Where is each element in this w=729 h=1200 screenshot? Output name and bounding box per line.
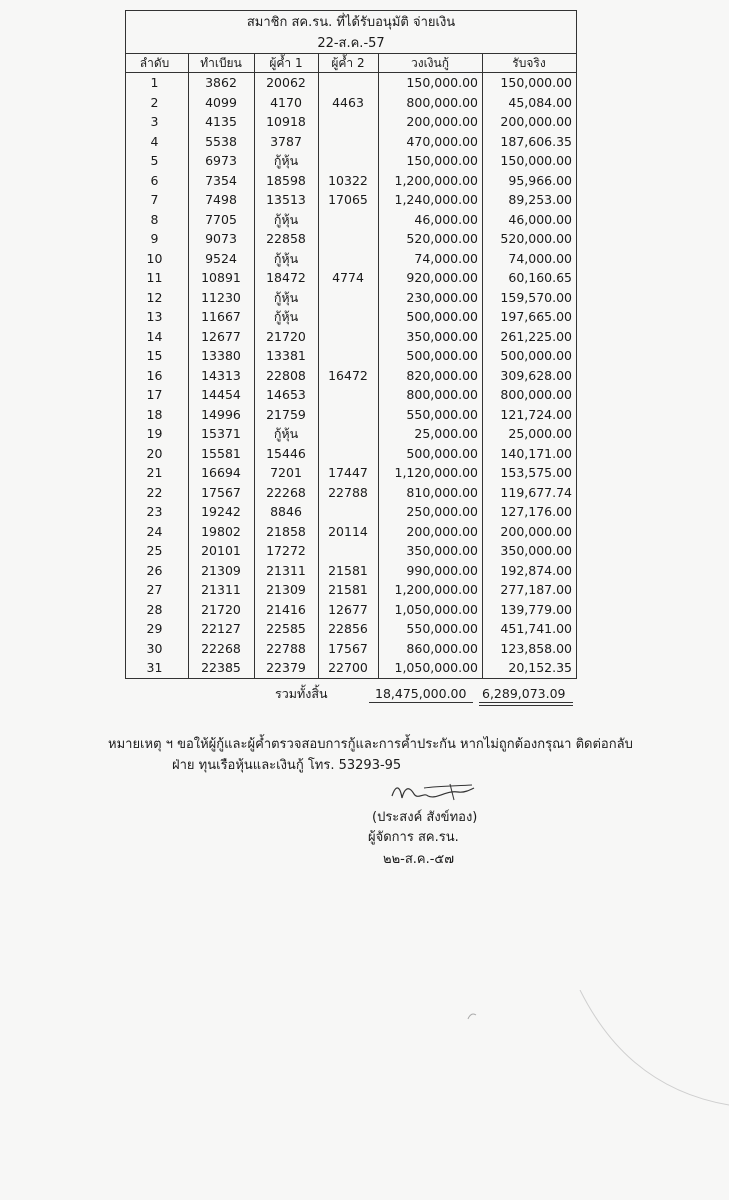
guarantor-1: 22788 xyxy=(266,640,306,656)
received-amount: 197,665.00 xyxy=(500,309,572,324)
table-row xyxy=(126,639,576,659)
member-no: 22385 xyxy=(201,660,241,675)
guarantor-1: 7201 xyxy=(270,465,302,480)
received-amount: 520,000.00 xyxy=(500,231,572,246)
row-index: 15 xyxy=(146,348,163,363)
column-divider xyxy=(254,53,255,678)
received-amount: 200,000.00 xyxy=(500,523,572,539)
total-label: รวมทั้งสิ้น xyxy=(275,686,328,701)
guarantor-1: กู้หุ้น xyxy=(273,309,299,324)
header-guarantor-2: ผู้ค้ำ 2 xyxy=(331,56,365,70)
guarantor-1: 3787 xyxy=(270,133,302,149)
received-amount: 350,000.00 xyxy=(500,543,572,558)
member-no: 11230 xyxy=(201,289,241,305)
table-title: สมาชิก สค.รน. ที่ได้รับอนุมัติ จ่ายเงิน xyxy=(246,15,456,30)
loan-amount: 520,000.00 xyxy=(406,231,478,246)
table-row xyxy=(126,249,576,269)
member-no: 4135 xyxy=(205,114,237,129)
received-amount: 187,606.35 xyxy=(500,133,572,149)
received-amount: 309,628.00 xyxy=(500,367,572,383)
guarantor-2: 16472 xyxy=(328,367,368,383)
member-no: 21309 xyxy=(201,562,241,578)
row-index: 18 xyxy=(146,406,163,422)
row-index: 28 xyxy=(146,601,163,617)
member-no: 3862 xyxy=(205,75,237,90)
guarantor-2: 21581 xyxy=(328,562,368,578)
row-index: 25 xyxy=(146,543,163,558)
guarantor-1: 17272 xyxy=(266,543,306,558)
row-index: 30 xyxy=(146,640,163,656)
table-row xyxy=(126,346,576,366)
loan-amount: 46,000.00 xyxy=(414,211,478,227)
loan-amount: 990,000.00 xyxy=(406,562,478,578)
column-divider xyxy=(188,53,189,678)
row-index: 29 xyxy=(146,621,163,636)
row-index: 26 xyxy=(146,562,163,578)
member-no: 9073 xyxy=(205,231,237,246)
table-row xyxy=(126,210,576,230)
table-row xyxy=(126,522,576,542)
guarantor-2: 4774 xyxy=(332,270,364,285)
member-no: 4099 xyxy=(205,94,237,110)
loan-amount: 500,000.00 xyxy=(406,445,478,461)
header-guarantor-1: ผู้ค้ำ 1 xyxy=(269,56,303,70)
member-no: 10891 xyxy=(201,270,241,285)
table-row xyxy=(126,268,576,288)
header-received: รับจริง xyxy=(512,56,546,70)
guarantor-2: 20114 xyxy=(328,523,368,539)
member-no: 15371 xyxy=(201,426,241,441)
table-row xyxy=(126,171,576,191)
loan-amount: 1,120,000.00 xyxy=(394,465,478,480)
member-no: 17567 xyxy=(201,484,241,500)
row-index: 17 xyxy=(146,387,163,402)
guarantor-2: 21581 xyxy=(328,582,368,597)
row-index: 16 xyxy=(146,367,163,383)
guarantor-1: 21858 xyxy=(266,523,306,539)
guarantor-1: กู้หุ้น xyxy=(273,211,299,227)
loan-amount: 810,000.00 xyxy=(406,484,478,500)
note-line-1: หมายเหตุ ฯ ขอให้ผู้กู้และผู้ค้ำตรวจสอบการกู้และการค้ำประกัน หากไม่ถูกต้องกรุณา ติดต่อกลับ xyxy=(108,737,633,752)
guarantor-1: 8846 xyxy=(270,504,302,519)
row-index: 21 xyxy=(146,465,163,480)
guarantor-1: 18598 xyxy=(266,172,306,188)
table-row xyxy=(126,288,576,308)
member-no: 9524 xyxy=(205,250,237,266)
loan-amount: 920,000.00 xyxy=(406,270,478,285)
received-amount: 140,171.00 xyxy=(500,445,572,461)
row-index: 22 xyxy=(146,484,163,500)
guarantor-1: 13381 xyxy=(266,348,306,363)
table-row xyxy=(126,483,576,503)
scan-artifact-mark xyxy=(466,1010,478,1022)
received-amount: 800,000.00 xyxy=(500,387,572,402)
loan-amount: 1,200,000.00 xyxy=(394,582,478,597)
member-no: 21720 xyxy=(201,601,241,617)
member-no: 6973 xyxy=(205,153,237,168)
member-no: 22127 xyxy=(201,621,241,636)
table-row xyxy=(126,600,576,620)
received-amount: 451,741.00 xyxy=(500,621,572,636)
received-amount: 200,000.00 xyxy=(500,114,572,129)
member-no: 14454 xyxy=(201,387,241,402)
guarantor-1: 22379 xyxy=(266,660,306,675)
guarantor-1: 22808 xyxy=(266,367,306,383)
member-no: 12677 xyxy=(201,328,241,344)
guarantor-1: 21311 xyxy=(266,562,306,578)
row-index: 24 xyxy=(146,523,163,539)
guarantor-2: 17065 xyxy=(328,192,368,207)
member-no: 11667 xyxy=(201,309,241,324)
loan-amount: 150,000.00 xyxy=(406,75,478,90)
received-amount: 45,084.00 xyxy=(508,94,572,110)
table-row xyxy=(126,366,576,386)
received-amount: 60,160.65 xyxy=(508,270,572,285)
member-no: 19802 xyxy=(201,523,241,539)
table-row xyxy=(126,502,576,522)
total-row xyxy=(125,684,577,706)
table-row xyxy=(126,580,576,600)
guarantor-1: 21416 xyxy=(266,601,306,617)
loan-amount: 550,000.00 xyxy=(406,621,478,636)
received-amount: 89,253.00 xyxy=(508,192,572,207)
loan-amount: 350,000.00 xyxy=(406,543,478,558)
guarantor-1: กู้หุ้น xyxy=(273,289,299,305)
received-amount: 500,000.00 xyxy=(500,348,572,363)
total-underline xyxy=(369,702,473,703)
handwritten-signature xyxy=(388,776,478,808)
guarantor-1: 20062 xyxy=(266,75,306,90)
total-underline xyxy=(479,702,573,703)
row-index: 5 xyxy=(150,153,159,168)
row-index: 2 xyxy=(150,94,159,110)
row-index: 6 xyxy=(150,172,159,188)
column-divider xyxy=(378,53,379,678)
member-no: 7705 xyxy=(205,211,237,227)
loan-amount: 550,000.00 xyxy=(406,406,478,422)
row-index: 3 xyxy=(150,114,159,129)
loan-amount: 25,000.00 xyxy=(414,426,478,441)
guarantor-2: 4463 xyxy=(332,94,364,110)
member-no: 14996 xyxy=(201,406,241,422)
loan-amount: 500,000.00 xyxy=(406,309,478,324)
received-amount: 95,966.00 xyxy=(508,172,572,188)
member-no: 5538 xyxy=(205,133,237,149)
member-no: 21311 xyxy=(201,582,241,597)
guarantor-1: 14653 xyxy=(266,387,306,402)
received-amount: 123,858.00 xyxy=(500,640,572,656)
table-row xyxy=(126,132,576,152)
loan-amount: 860,000.00 xyxy=(406,640,478,656)
guarantor-2: 22856 xyxy=(328,621,368,636)
row-index: 12 xyxy=(146,289,163,305)
member-no: 16694 xyxy=(201,465,241,480)
member-no: 22268 xyxy=(201,640,241,656)
loan-amount: 350,000.00 xyxy=(406,328,478,344)
loan-amount: 1,240,000.00 xyxy=(394,192,478,207)
row-index: 11 xyxy=(146,270,163,285)
table-row xyxy=(126,424,576,444)
total-received: 6,289,073.09 xyxy=(482,686,566,701)
table-row xyxy=(126,619,576,639)
table-row xyxy=(126,541,576,561)
member-no: 20101 xyxy=(201,543,241,558)
table-row xyxy=(126,190,576,210)
guarantor-1: 22585 xyxy=(266,621,306,636)
approved-members-table xyxy=(125,10,577,679)
member-no: 7498 xyxy=(205,192,237,207)
loan-amount: 1,050,000.00 xyxy=(394,660,478,675)
total-double-underline xyxy=(479,705,573,706)
loan-amount: 230,000.00 xyxy=(406,289,478,305)
guarantor-1: กู้หุ้น xyxy=(273,153,299,168)
table-row xyxy=(126,229,576,249)
row-index: 14 xyxy=(146,328,163,344)
guarantor-1: 21759 xyxy=(266,406,306,422)
received-amount: 159,570.00 xyxy=(500,289,572,305)
member-no: 13380 xyxy=(201,348,241,363)
row-index: 13 xyxy=(146,309,163,324)
loan-amount: 150,000.00 xyxy=(406,153,478,168)
row-index: 7 xyxy=(150,192,159,207)
received-amount: 127,176.00 xyxy=(500,504,572,519)
header-loan-amount: วงเงินกู้ xyxy=(410,56,450,70)
row-index: 20 xyxy=(146,445,163,461)
received-amount: 46,000.00 xyxy=(508,211,572,227)
row-index: 1 xyxy=(150,75,159,90)
row-index: 19 xyxy=(146,426,163,441)
received-amount: 25,000.00 xyxy=(508,426,572,441)
table-row xyxy=(126,151,576,171)
row-index: 23 xyxy=(146,504,163,519)
table-row xyxy=(126,385,576,405)
received-amount: 119,677.74 xyxy=(500,484,572,500)
loan-amount: 1,200,000.00 xyxy=(394,172,478,188)
guarantor-2: 12677 xyxy=(328,601,368,617)
signer-position: ผู้จัดการ สค.รน. xyxy=(368,830,459,845)
note-line-2: ฝ่าย ทุนเรือหุ้นและเงินกู้ โทร. 53293-95 xyxy=(172,758,402,773)
row-index: 27 xyxy=(146,582,163,597)
guarantor-1: 21720 xyxy=(266,328,306,344)
loan-amount: 74,000.00 xyxy=(414,250,478,266)
signer-name: (ประสงค์ สังข์ทอง) xyxy=(372,810,478,825)
guarantor-1: 21309 xyxy=(266,582,306,597)
table-row xyxy=(126,93,576,113)
table-header xyxy=(126,53,576,73)
guarantor-1: 18472 xyxy=(266,270,306,285)
header-index: ลำดับ xyxy=(139,56,170,70)
table-row xyxy=(126,112,576,132)
guarantor-1: 22268 xyxy=(266,484,306,500)
table-row xyxy=(126,444,576,464)
row-index: 10 xyxy=(146,250,163,266)
guarantor-2: 22788 xyxy=(328,484,368,500)
member-no: 7354 xyxy=(205,172,237,188)
header-member-no: ทำเบียน xyxy=(200,56,242,70)
loan-amount: 800,000.00 xyxy=(406,94,478,110)
member-no: 14313 xyxy=(201,367,241,383)
loan-amount: 800,000.00 xyxy=(406,387,478,402)
received-amount: 20,152.35 xyxy=(508,660,572,675)
loan-amount: 470,000.00 xyxy=(406,133,478,149)
received-amount: 261,225.00 xyxy=(500,328,572,344)
guarantor-2: 10322 xyxy=(328,172,368,188)
member-no: 19242 xyxy=(201,504,241,519)
member-no: 15581 xyxy=(201,445,241,461)
table-row xyxy=(126,327,576,347)
received-amount: 150,000.00 xyxy=(500,75,572,90)
table-row xyxy=(126,658,576,678)
row-index: 31 xyxy=(146,660,163,675)
guarantor-2: 17447 xyxy=(328,465,368,480)
received-amount: 121,724.00 xyxy=(500,406,572,422)
received-amount: 277,187.00 xyxy=(500,582,572,597)
row-index: 4 xyxy=(150,133,159,149)
guarantor-1: 4170 xyxy=(270,94,302,110)
table-row xyxy=(126,307,576,327)
table-body xyxy=(126,73,576,678)
guarantor-2: 17567 xyxy=(328,640,368,656)
row-index: 8 xyxy=(150,211,159,227)
row-index: 9 xyxy=(150,231,159,246)
column-divider xyxy=(318,53,319,678)
received-amount: 74,000.00 xyxy=(508,250,572,266)
signature-date: ๒๒-ส.ค.-๕๗ xyxy=(383,852,455,867)
table-row xyxy=(126,405,576,425)
guarantor-1: 22858 xyxy=(266,231,306,246)
guarantor-2: 22700 xyxy=(328,660,368,675)
received-amount: 139,779.00 xyxy=(500,601,572,617)
guarantor-1: กู้หุ้น xyxy=(273,250,299,266)
loan-amount: 500,000.00 xyxy=(406,348,478,363)
received-amount: 153,575.00 xyxy=(500,465,572,480)
total-loan: 18,475,000.00 xyxy=(375,686,467,701)
table-date: 22-ส.ค.-57 xyxy=(317,36,385,51)
loan-amount: 200,000.00 xyxy=(406,523,478,539)
guarantor-1: 13513 xyxy=(266,192,306,207)
column-divider xyxy=(482,53,483,678)
guarantor-1: 10918 xyxy=(266,114,306,129)
received-amount: 192,874.00 xyxy=(500,562,572,578)
loan-amount: 820,000.00 xyxy=(406,367,478,383)
table-row xyxy=(126,561,576,581)
received-amount: 150,000.00 xyxy=(500,153,572,168)
guarantor-1: กู้หุ้น xyxy=(273,426,299,441)
loan-amount: 1,050,000.00 xyxy=(394,601,478,617)
guarantor-1: 15446 xyxy=(266,445,306,461)
loan-amount: 250,000.00 xyxy=(406,504,478,519)
table-row xyxy=(126,73,576,93)
table-row xyxy=(126,463,576,483)
loan-amount: 200,000.00 xyxy=(406,114,478,129)
scan-artifact-arc xyxy=(560,990,729,1120)
